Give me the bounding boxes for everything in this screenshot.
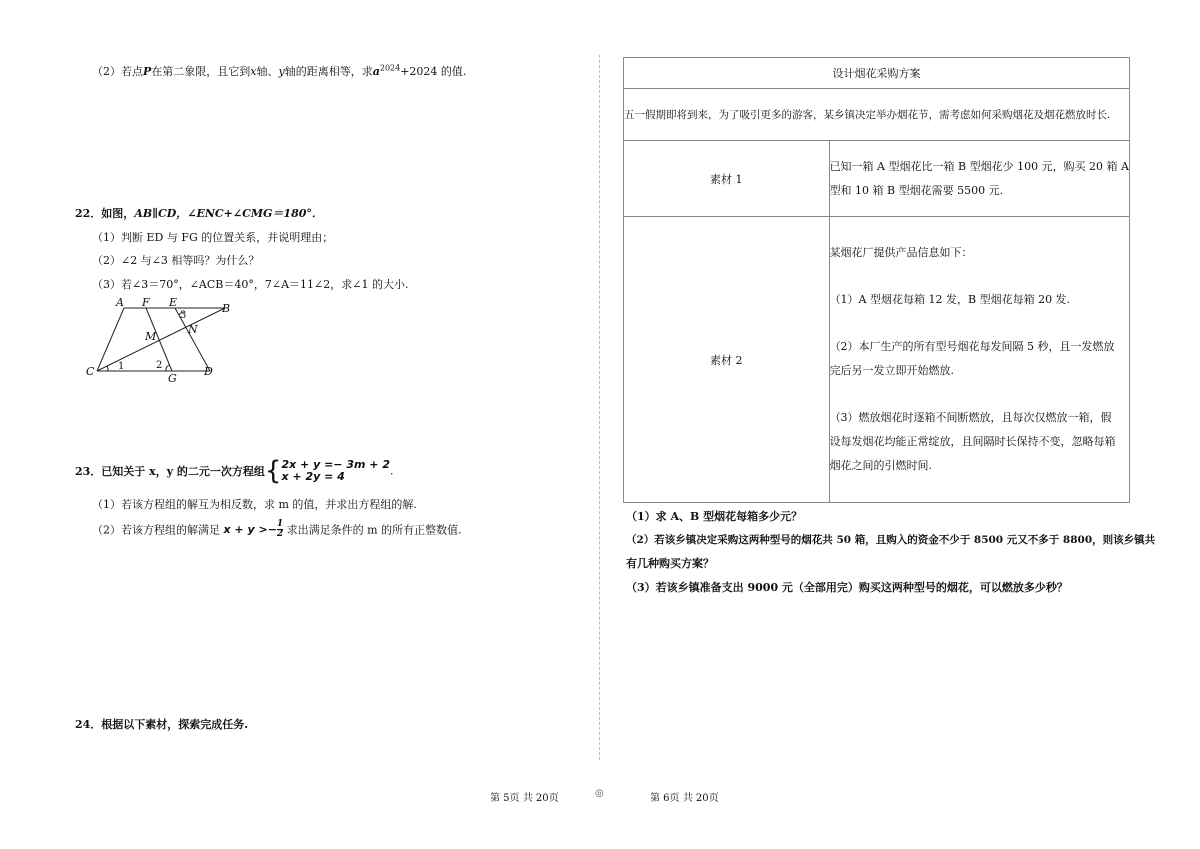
text: 在第二象限，且它到 [151,65,251,78]
text-line: （2）本厂生产的所有型号烟花每发间隔 5 秒，且一发燃放 [829,340,1115,353]
q23-part2 [92,520,462,539]
text: （2）若该方程组的解满足 [92,523,220,537]
q22-part2: （2）∠2 与∠3 相等吗？为什么？ [92,254,260,267]
task-2-line2: 有几种购买方案？ [626,557,714,570]
table-row [624,58,1130,89]
text: （2）若点 [92,65,143,78]
table-row [624,89,1130,141]
period: . [390,464,394,478]
angle-2-arc [166,365,169,371]
material-2-content [829,217,1129,503]
label-b: B [222,302,231,315]
q22-title [75,205,323,221]
text-line: 完后另一发立即开始燃放. [829,364,955,377]
numerator: 1 [276,519,284,529]
center-mark-icon: ◎ [595,788,604,799]
text-line: 某烟花厂提供产品信息如下： [829,246,973,259]
q22-part1: （1）判断 ED 与 FG 的位置关系，并说明理由； [92,231,334,244]
text-line: 型和 10 箱 B 型烟花需要 5500 元. [829,183,1004,197]
label-m: M [145,330,157,343]
question-number: 22．如图， [75,207,135,220]
table-row [624,141,1130,217]
equation-system [281,459,390,483]
var-a: a [372,65,380,78]
table-title: 设计烟花采购方案 [624,58,1130,89]
q24-title: 24．根据以下素材，探索完成任务. [75,718,249,731]
materials-table [623,57,1130,503]
brace-glyph: { [264,456,282,486]
task-3: （3）若该乡镇准备支出 9000 元（全部用完）购买这两种型号的烟花，可以燃放多少秒？ [626,581,1068,594]
text: +2024 的值. [400,65,467,78]
var-p: P [143,65,152,78]
page-number-right: 第 6页 共 20页 [650,793,719,804]
q23-title [75,456,394,486]
exponent: 2024 [379,63,401,73]
label-g: G [168,372,177,385]
text-line: 已知一箱 A 型烟花比一箱 B 型烟花少 100 元，购买 20 箱 A [829,159,1129,173]
var-y: y [278,65,285,78]
fraction-half [277,520,283,539]
angle-1-arc [107,366,108,371]
equation-2: x + 2y = 4 [281,470,345,483]
page-divider [599,55,600,760]
denominator: 2 [276,529,284,539]
q21-part2 [92,63,466,79]
label-e: E [169,296,178,309]
label-a: A [116,296,124,309]
text: 轴、 [256,65,279,78]
label-n: N [188,323,198,336]
table-row [624,217,1130,503]
table-intro: 五一假期即将到来，为了吸引更多的游客，某乡镇决定举办烟花节，需考虑如何采购烟花及烟花燃放时长. [624,89,1130,141]
label-angle-1: 1 [118,361,125,372]
condition: AB∥CD，∠ENC+∠CMG＝180°． [134,207,323,220]
material-1-label: 素材 1 [624,141,830,217]
text-line: （3）燃放烟花时逐箱不间断燃放，且每次仅燃放一箱，假 [829,411,1112,424]
question-text: 23．已知关于 x，y 的二元一次方程组 [75,465,265,478]
q23-part1: （1）若该方程组的解互为相反数，求 m 的值，并求出方程组的解. [92,498,417,511]
material-2-label: 素材 2 [624,217,830,503]
inequality: x + y >− [223,523,277,536]
q22-part3: （3）若∠3＝70°，∠ACB＝40°，7∠A＝11∠2，求∠1 的大小. [92,278,409,291]
var-x: x [250,65,257,78]
text: 求出满足条件的 m 的所有正整数值. [286,523,462,537]
text-line: （1）A 型烟花每箱 12 发，B 型烟花每箱 20 发. [829,293,1071,306]
material-1-content [829,141,1129,217]
text-line: 烟花之间的引燃时间. [829,459,933,472]
label-angle-3: 3 [180,310,187,321]
q22-figure [80,295,240,390]
text: 轴的距离相等，求 [284,65,373,78]
label-c: C [86,365,95,378]
equation-1: 2x + y =− 3m + 2 [281,458,391,471]
task-2-line1: （2）若该乡镇决定采购这两种型号的烟花共 50 箱，且购入的资金不少于 8500 元又不多于 8800，则该乡镇共 [626,534,1156,546]
label-angle-2: 2 [156,360,163,371]
task-1: （1）求 A、B 型烟花每箱多少元？ [626,510,803,523]
label-d: D [204,365,213,378]
label-f: F [142,296,150,309]
page-number-left: 第 5页 共 20页 [490,793,559,804]
text-line: 设每发烟花均能正常绽放，且间隔时长保持不变，忽略每箱 [829,435,1116,448]
